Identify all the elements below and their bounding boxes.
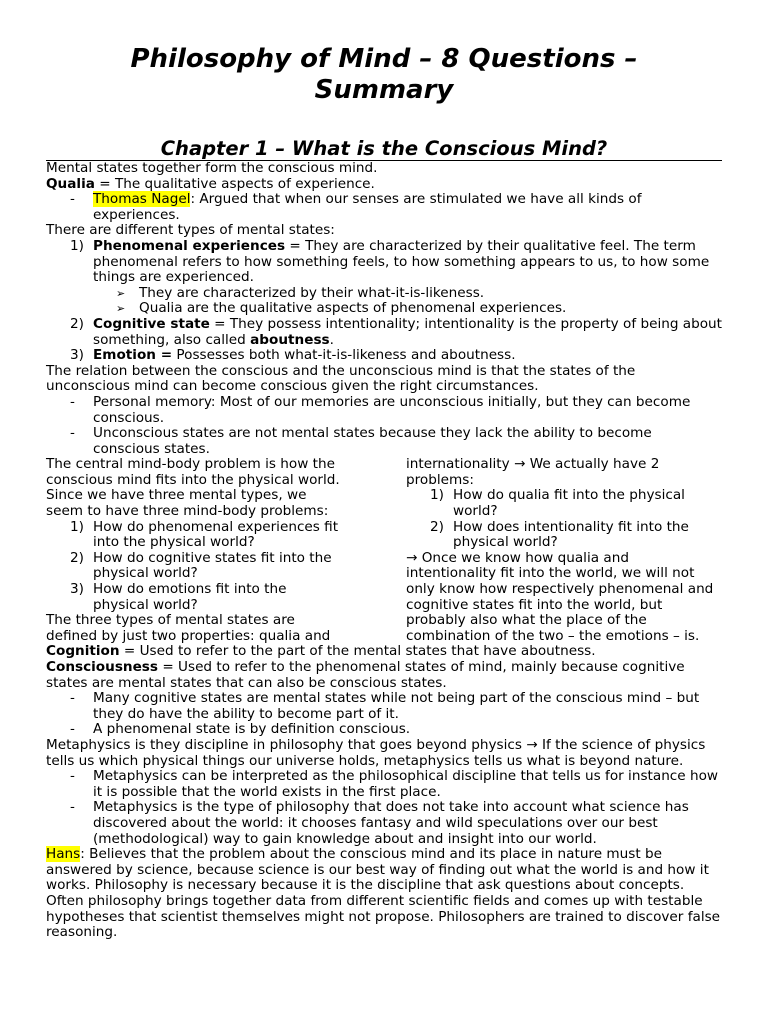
relation-dash-2: - Unconscious states are not mental states because they lack the ability to become conscious states. xyxy=(46,426,722,457)
chapter-heading: Chapter 1 – What is the Conscious Mind? xyxy=(160,137,608,160)
type-2-item: 2) Cognitive state = They possess intentionality; intentionality is the property of being about something, also called aboutness. xyxy=(70,315,723,348)
type-1-bullet-2: ➢ Qualia are the qualitative aspects of phenomenal experiences. xyxy=(116,300,567,317)
right-column xyxy=(406,457,722,644)
right-question-2: 2) How does intentionality fit into the physical world? xyxy=(430,518,689,551)
two-column-section xyxy=(46,457,722,644)
left-column xyxy=(46,457,346,644)
types-intro: There are different types of mental states: xyxy=(46,222,335,239)
final-paragraph: Often philosophy brings together data from different scientific fields and comes up with testable hypotheses that scientist themselves might not propose. Philosophers are trained to discover false reasoning. xyxy=(46,892,721,941)
arrow-bullet-icon: ➢ xyxy=(116,302,126,316)
consciousness-dash-1: - Many cognitive states are mental states while not being part of the conscious mind – but they do have the ability to become part of it. xyxy=(46,691,722,722)
metaphysics-paragraph: Metaphysics is they discipline in philosophy that goes beyond physics → If the science of physics tells us which physical things our universe holds, metaphysics tells us what is beyond nature. xyxy=(46,736,706,769)
arrow-icon: → xyxy=(406,549,418,566)
two-problems-paragraph: internationality → We actually have 2 problems: xyxy=(406,456,660,488)
arrow-icon: → xyxy=(514,456,526,473)
arrow-icon: → xyxy=(526,736,538,753)
type-3-item: 3) Emotion = Possesses both what-it-is-likeness and aboutness. xyxy=(70,347,516,364)
document-title xyxy=(40,44,728,106)
body-text xyxy=(46,161,722,941)
two-properties-paragraph: The three types of mental states are defined by just two properties: qualia and xyxy=(46,612,331,644)
arrow-bullet-icon: ➢ xyxy=(116,286,126,300)
hans-highlight: Hans xyxy=(46,846,81,863)
consciousness-definition: Consciousness = Used to refer to the phenomenal states of mind, mainly because cognitive states are mental states that can also be conscious states. xyxy=(46,659,685,691)
consciousness-dash-2: - A phenomenal state is by definition conscious. xyxy=(46,722,722,738)
metaphysics-dash-1: - Metaphysics can be interpreted as the philosophical discipline that tells us for instance how it is possible that the world exists in the first place. xyxy=(46,769,722,800)
title-line-1: Philosophy of Mind – 8 Questions – xyxy=(130,44,638,74)
qualia-term: Qualia xyxy=(46,175,95,192)
right-question-1: 1) How do qualia fit into the physical world? xyxy=(430,487,685,520)
nagel-highlight: Thomas Nagel xyxy=(93,191,191,208)
left-question-2: 2) How do cognitive states fit into the physical world? xyxy=(70,549,332,582)
title-line-2: Summary xyxy=(314,75,454,105)
left-question-1: 1) How do phenomenal experiences fit into the physical world? xyxy=(70,518,339,551)
relation-paragraph: The relation between the conscious and the unconscious mind is that the states of the unconscious mind can become conscious given the right circumstances. xyxy=(46,362,636,395)
mind-body-paragraph: The central mind-body problem is how the conscious mind fits into the physical world. Since we have three mental types, we seem to have three mind-body problems: xyxy=(46,456,340,520)
nagel-item: - Thomas Nagel: Argued that when our senses are stimulated we have all kinds of experiences. xyxy=(46,192,722,223)
type-1-item: 1) Phenomenal experiences = They are characterized by their qualitative feel. The term phenomenal refers to how something feels, to how something appears to us, to how some things are experienced. xyxy=(70,237,710,286)
type-1-bullet-1: ➢ They are characterized by their what-it-is-likeness. xyxy=(116,284,485,301)
qualia-intentionality-paragraph: → Once we know how qualia and intentionality fit into the world, we will not only know how respectively phenomenal and cognitive states fit into the world, but probably also what the place of the combination of the two – the emotions – is. xyxy=(406,549,714,644)
metaphysics-dash-2: - Metaphysics is the type of philosophy that does not take into account what science has discovered about the world: it chooses fantasy and wild speculations over our best (methodological) way to gain knowledge about and insight into our world. xyxy=(46,800,722,847)
cognition-definition: Cognition = Used to refer to the part of the mental states that have aboutness. xyxy=(46,643,596,660)
relation-dash-1: - Personal memory: Most of our memories are unconscious initially, but they can become conscious. xyxy=(46,395,722,426)
hans-paragraph: Hans: Believes that the problem about the conscious mind and its place in nature must be answered by science, because science is our best way of finding out what the world is and how it works. Philosophy is necessary because it is the discipline that ask questions about concepts. xyxy=(46,846,709,894)
qualia-definition: Qualia = The qualitative aspects of experience. xyxy=(46,175,375,192)
intro-line: Mental states together form the conscious mind. xyxy=(46,160,378,176)
left-question-3: 3) How do emotions fit into the physical world? xyxy=(70,581,287,613)
